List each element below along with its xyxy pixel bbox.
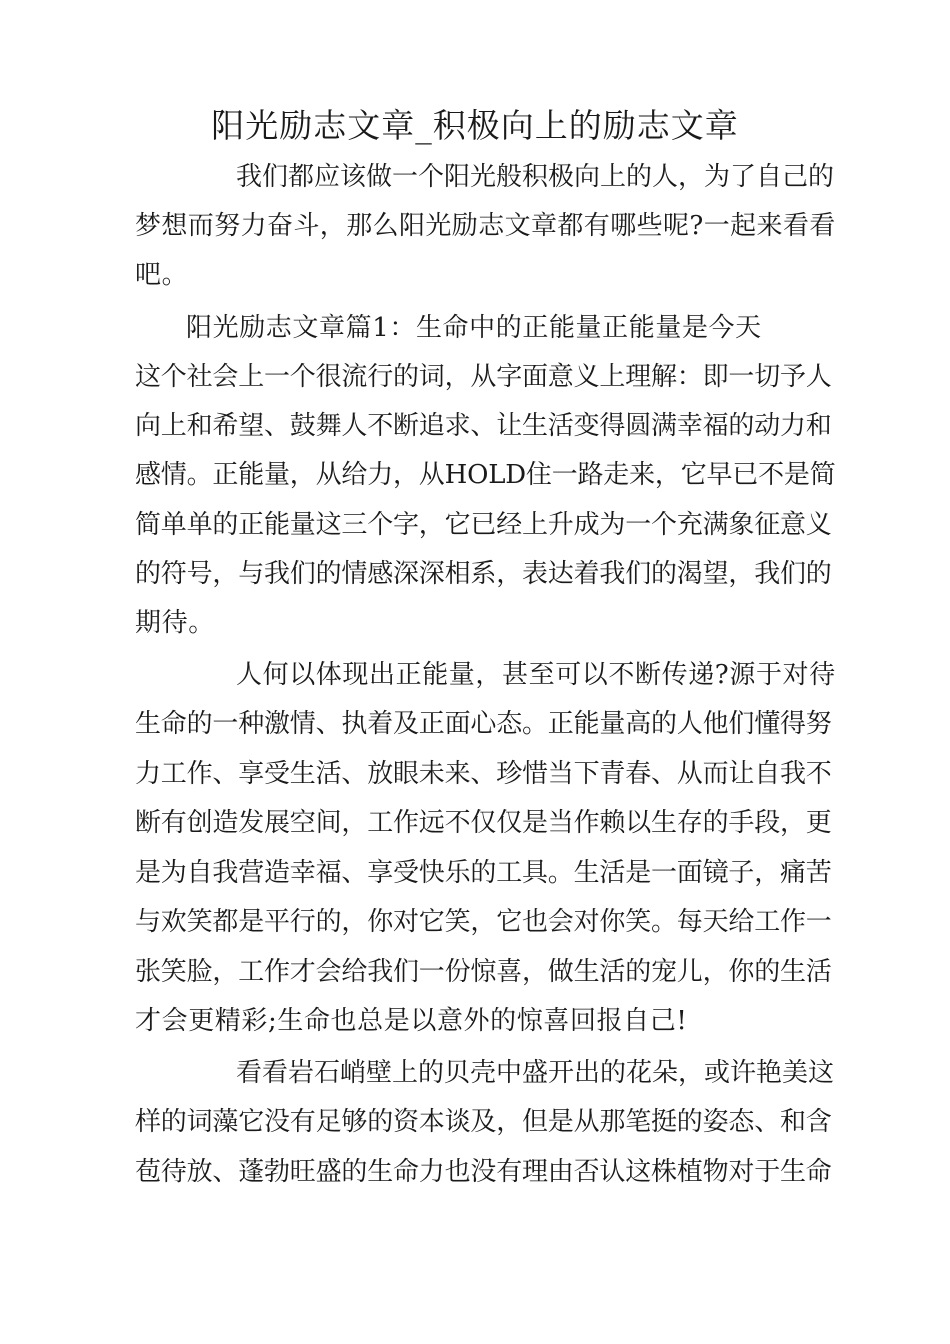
document-title: 阳光励志文章_积极向上的励志文章 bbox=[211, 106, 739, 145]
paragraph-3-line-8: 才会更精彩;生命也总是以意外的惊喜回报自己! bbox=[135, 1006, 688, 1036]
paragraph-4-line-1: 看看岩石峭壁上的贝壳中盛开出的花朵，或许艳美这 bbox=[236, 1058, 835, 1088]
paragraph-3-line-4: 断有创造发展空间，工作远不仅仅是当作赖以生存的手段，更 bbox=[135, 808, 832, 838]
paragraph-1-line-2: 梦想而努力奋斗，那么阳光励志文章都有哪些呢?一起来看看 bbox=[135, 211, 836, 241]
paragraph-3-line-7: 张笑脸，工作才会给我们一份惊喜，做生活的宠儿，你的生活 bbox=[135, 957, 832, 987]
paragraph-2-line-7: 期待。 bbox=[135, 608, 215, 638]
paragraph-3-line-3: 力工作、享受生活、放眼未来、珍惜当下青春、从而让自我不 bbox=[135, 759, 832, 789]
paragraph-1-line-1: 我们都应该做一个阳光般积极向上的人，为了自己的 bbox=[236, 162, 835, 192]
paragraph-2-line-6: 的符号，与我们的情感深深相系，表达着我们的渴望，我们的 bbox=[135, 559, 832, 589]
paragraph-3-line-5: 是为自我营造幸福、享受快乐的工具。生活是一面镜子，痛苦 bbox=[135, 858, 832, 888]
paragraph-2-line-1: 阳光励志文章篇1：生命中的正能量正能量是今天 bbox=[186, 313, 762, 343]
paragraph-3-line-6: 与欢笑都是平行的，你对它笑，它也会对你笑。每天给工作一 bbox=[135, 907, 832, 937]
paragraph-4-line-2: 样的词藻它没有足够的资本谈及，但是从那笔挺的姿态、和含 bbox=[135, 1107, 832, 1137]
paragraph-4-line-3: 苞待放、蓬勃旺盛的生命力也没有理由否认这株植物对于生命 bbox=[135, 1157, 832, 1187]
paragraph-3-line-2: 生命的一种激情、执着及正面心态。正能量高的人他们懂得努 bbox=[135, 709, 832, 739]
paragraph-2-line-5: 简单单的正能量这三个字，它已经上升成为一个充满象征意义 bbox=[135, 510, 832, 540]
paragraph-2-line-2: 这个社会上一个很流行的词，从字面意义上理解：即一切予人 bbox=[135, 362, 832, 392]
paragraph-2-line-3: 向上和希望、鼓舞人不断追求、让生活变得圆满幸福的动力和 bbox=[135, 411, 832, 441]
paragraph-2-line-4: 感情。正能量，从给力，从HOLD住一路走来，它早已不是简 bbox=[135, 460, 836, 490]
paragraph-1-line-3: 吧。 bbox=[135, 260, 189, 290]
paragraph-3-line-1: 人何以体现出正能量，甚至可以不断传递?源于对待 bbox=[236, 660, 836, 690]
